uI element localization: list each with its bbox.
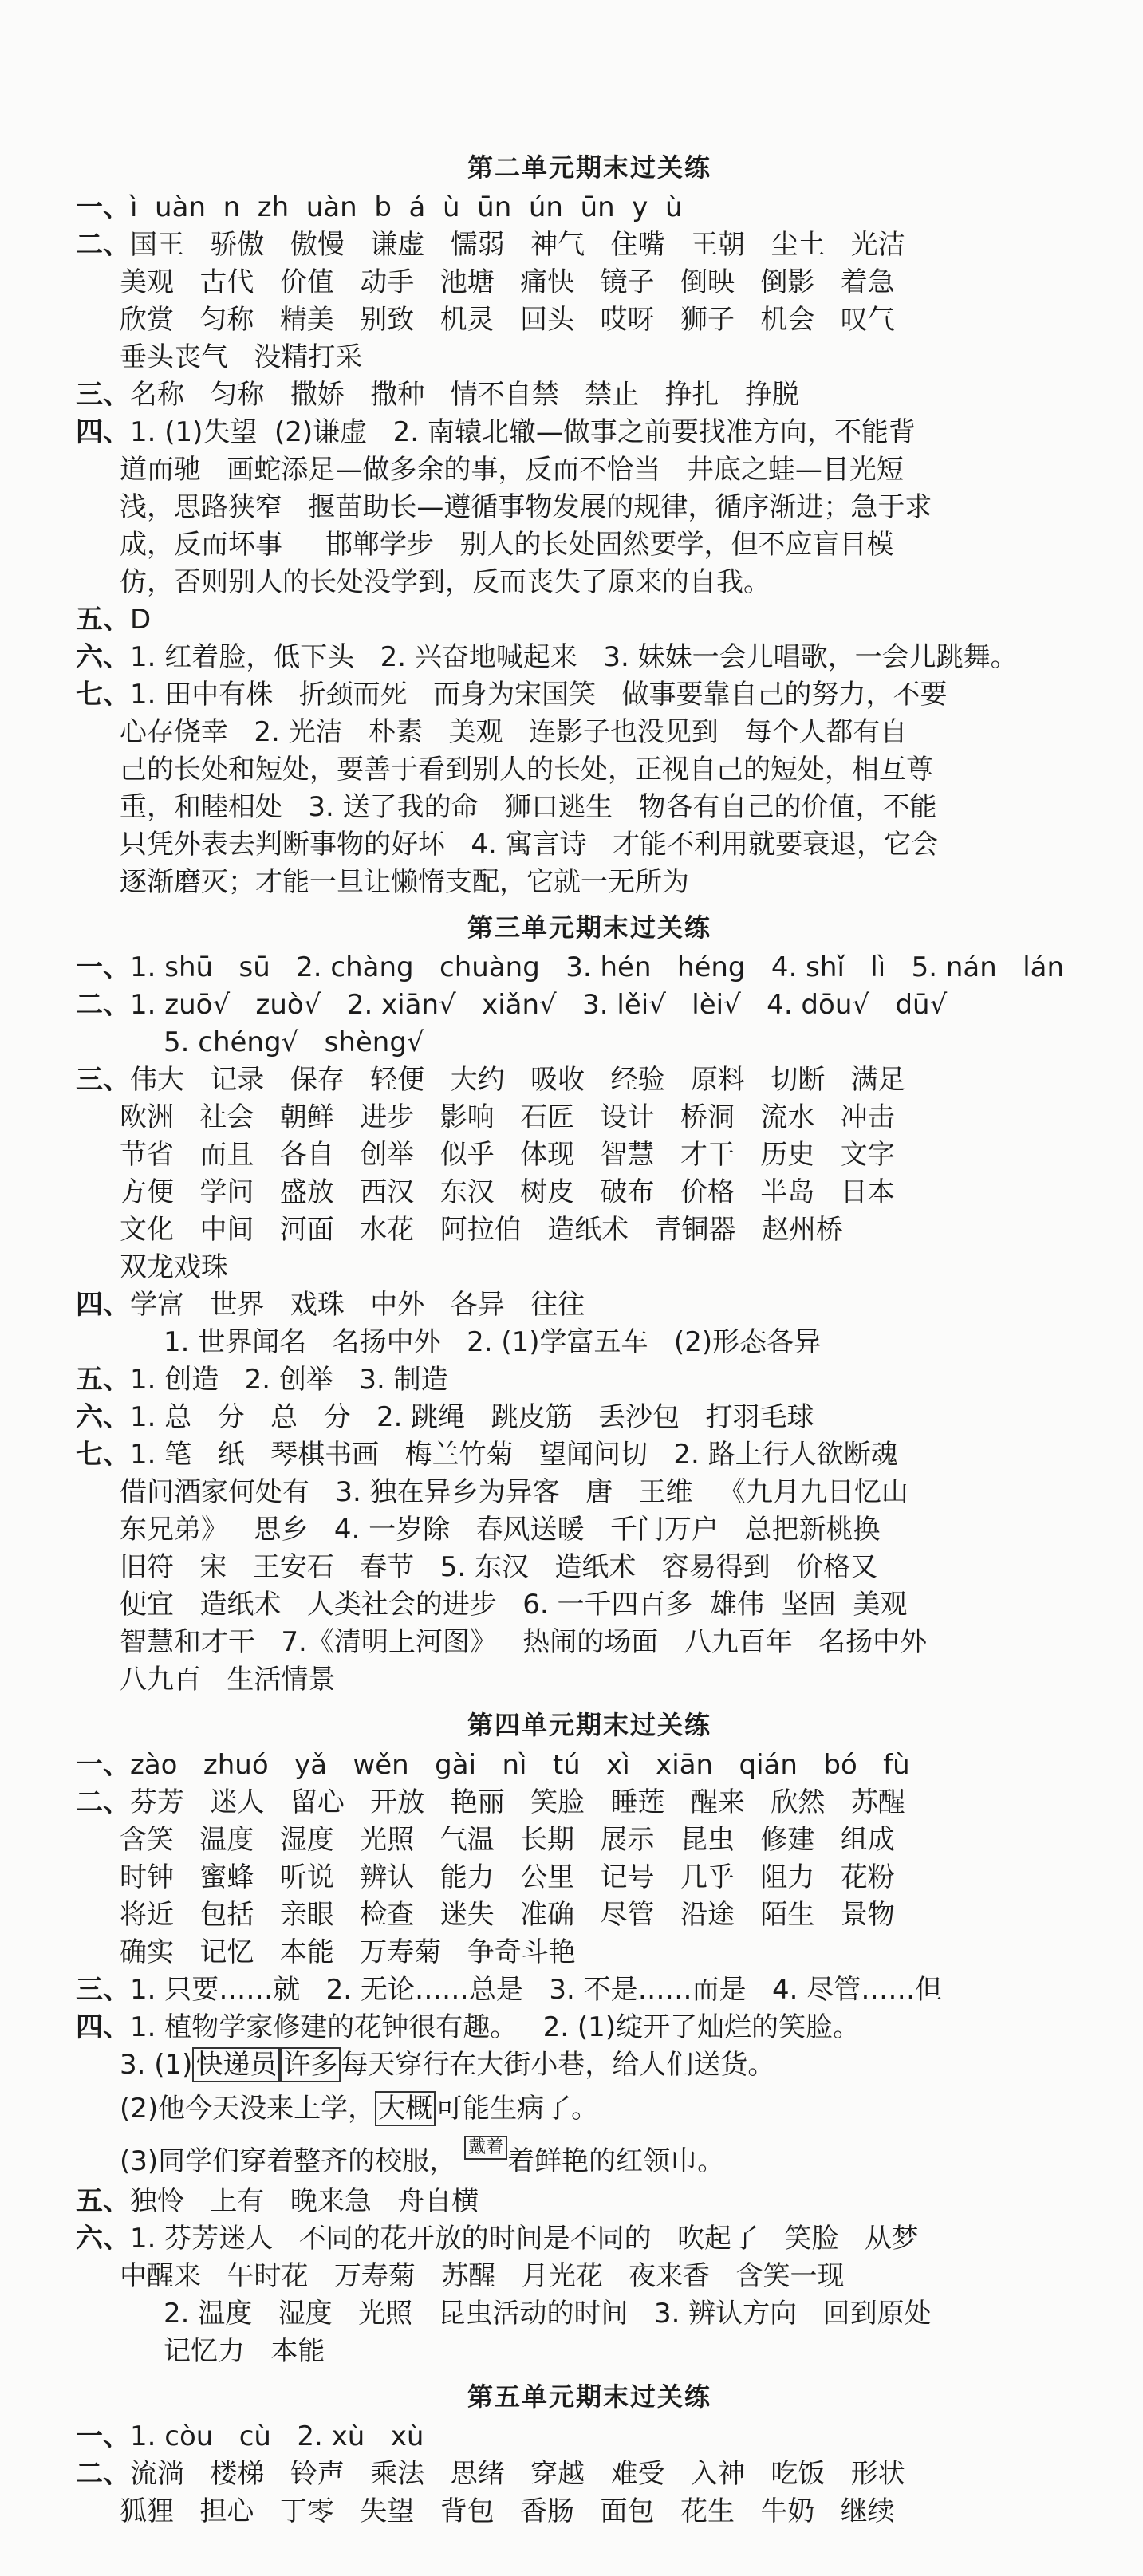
answer-text: 1. shū sū 2. chàng chuàng 3. hén héng 4. shǐ lì 5. nán lán <box>130 951 1065 983</box>
answer-text: 确实 记忆 本能 万寿菊 争奇斗艳 <box>120 1936 576 1968</box>
section-lines <box>76 2183 1103 2370</box>
answer-text: 重，和睦相处 3. 送了我的命 狮口逃生 物各有自己的价值，不能 <box>120 791 937 823</box>
edit-line-3 <box>76 2136 1103 2183</box>
answer-text: 节省 而且 各自 创举 似乎 体现 智慧 才干 历史 文字 <box>120 1139 895 1171</box>
answer-line <box>76 1024 1103 1062</box>
answer-text: 借问酒家何处有 3. 独在异乡为异客 唐 王维 《九月九日忆山 <box>120 1476 908 1508</box>
section-unit-4 <box>76 1705 1103 2370</box>
question-label: 五、 <box>76 2185 130 2217</box>
answer-line <box>76 1099 1103 1136</box>
answer-text: 道而驰 画蛇添足—做多余的事，反而不恰当 井底之蛙—目光短 <box>120 454 904 486</box>
answer-line <box>76 1859 1103 1897</box>
answer-text: 1. còu cù 2. xù xù <box>130 2420 424 2452</box>
answer-text: 八九百 生活情景 <box>120 1664 336 1696</box>
answer-text: 1. 世界闻名 名扬中外 2. (1)学富五车 (2)形态各异 <box>164 1326 822 1358</box>
answer-text: 中醒来 午时花 万寿菊 苏醒 月光花 夜来香 含笑一现 <box>120 2260 845 2292</box>
answer-line <box>76 1174 1103 1211</box>
answer-line <box>76 1586 1103 1624</box>
answer-line <box>76 226 1103 264</box>
answer-line <box>76 1211 1103 1249</box>
answer-line <box>76 987 1103 1024</box>
answer-text: 伟大 记录 保存 轻便 大约 吸收 经验 原料 切断 满足 <box>130 1064 905 1096</box>
answer-line <box>76 526 1103 564</box>
edit-suffix: 着鲜艳的红领巾。 <box>507 2145 725 2177</box>
answer-text: 将近 包括 亲眼 检查 迷失 准确 尽管 沿途 陌生 景物 <box>120 1899 895 1931</box>
answer-line <box>76 564 1103 601</box>
question-label: 三、 <box>76 1974 130 2006</box>
answer-text: 双龙戏珠 <box>120 1251 228 1283</box>
answer-line <box>76 789 1103 826</box>
answer-line <box>76 2493 1103 2531</box>
answer-line <box>76 1511 1103 1549</box>
edit-prefix: (2)他今天没来上学， <box>120 2093 376 2125</box>
question-label: 一、 <box>76 191 130 223</box>
answer-line <box>76 1661 1103 1699</box>
answer-text: 芬芳 迷人 留心 开放 艳丽 笑脸 睡莲 醒来 欣然 苏醒 <box>130 1786 905 1818</box>
answer-line <box>76 1897 1103 1934</box>
answer-text: 名称 匀称 撒娇 撒种 情不自禁 禁止 挣扎 挣脱 <box>130 379 799 411</box>
edit-prefix: (3)同学们穿着整齐的校服， <box>120 2145 457 2177</box>
answer-text: 国王 骄傲 傲慢 谦虚 懦弱 神气 住嘴 王朝 尘土 光洁 <box>130 229 905 261</box>
answer-text: 狐狸 担心 丁零 失望 背包 香肠 面包 花生 牛奶 继续 <box>120 2495 895 2527</box>
question-label: 六、 <box>76 641 130 673</box>
answer-line <box>76 2220 1103 2258</box>
answer-text: 逐渐磨灭；才能一旦让懒惰支配，它就一无所为 <box>120 866 689 898</box>
answer-line <box>76 1624 1103 1661</box>
answer-text: 心存侥幸 2. 光洁 朴素 美观 连影子也没见到 每个人都有自 <box>120 716 908 748</box>
answer-text: 欣赏 匀称 精美 别致 机灵 回头 哎呀 狮子 机会 叹气 <box>120 304 895 336</box>
section-title: 第三单元期末过关练 <box>467 912 711 943</box>
answer-text: 1. zuō√ zuò√ 2. xiān√ xiǎn√ 3. lěi√ lèi√ 4. dōu√ dū√ <box>130 989 948 1021</box>
answer-text: 只凭外表去判断事物的好坏 4. 寓言诗 才能不利用就要衰退，它会 <box>120 829 939 861</box>
question-label: 二、 <box>76 989 130 1021</box>
question-label: 五、 <box>76 604 130 636</box>
answer-text: zào zhuó yǎ wěn gài nì tú xì xiān qián bó fù <box>130 1749 910 1781</box>
answer-text: 时钟 蜜蜂 听说 辨认 能力 公里 记号 几乎 阻力 花粉 <box>120 1861 895 1893</box>
section-title: 第五单元期末过关练 <box>467 2381 711 2412</box>
answer-line <box>76 1249 1103 1286</box>
answer-line <box>76 1399 1103 1436</box>
section-unit-5 <box>76 2377 1103 2531</box>
answer-line <box>76 676 1103 714</box>
answer-text: 流淌 楼梯 铃声 乘法 思绪 穿越 难受 入神 吃饭 形状 <box>130 2458 905 2490</box>
answer-line <box>76 1062 1103 1099</box>
answer-text: 1. 芬芳迷人 不同的花开放的时间是不同的 吹起了 笑脸 从梦 <box>130 2223 919 2255</box>
answer-line <box>76 864 1103 901</box>
marked-word: 快递员 <box>192 2047 280 2082</box>
section-lines <box>76 949 1103 1699</box>
answer-text: 文化 中间 河面 水花 阿拉伯 造纸术 青铜器 赵州桥 <box>120 1214 843 1246</box>
answer-text: 便宜 造纸术 人类社会的进步 6. 一千四百多 雄伟 坚固 美观 <box>120 1589 908 1621</box>
answer-text: 5. chéng√ shèng√ <box>164 1026 424 1058</box>
answer-text: 欧洲 社会 朝鲜 进步 影响 石匠 设计 桥洞 流水 冲击 <box>120 1101 895 1133</box>
answer-line <box>76 339 1103 376</box>
answer-line <box>76 2009 1103 2046</box>
answer-text: 1. 植物学家修建的花钟很有趣。 2. (1)绽开了灿烂的笑脸。 <box>130 2011 861 2043</box>
answer-line <box>76 826 1103 864</box>
edit-exercise <box>76 2046 1103 2183</box>
answer-text: 1. 只要……就 2. 无论……总是 3. 不是……而是 4. 尽管……但 <box>130 1974 943 2006</box>
question-label: 四、 <box>76 1289 130 1321</box>
answer-line <box>76 601 1103 639</box>
answer-line <box>76 1784 1103 1822</box>
question-label: 七、 <box>76 1439 130 1471</box>
answer-text: 独怜 上有 晚来急 舟自横 <box>130 2185 479 2217</box>
answer-line <box>76 189 1103 226</box>
question-label: 三、 <box>76 1064 130 1096</box>
question-label: 四、 <box>76 416 130 448</box>
section-lines <box>76 1747 1103 2046</box>
answer-text: 1. 创造 2. 创举 3. 制造 <box>130 1364 448 1396</box>
answer-line <box>76 1822 1103 1859</box>
edit-suffix: 每天穿行在大街小巷，给人们送货。 <box>341 2049 775 2081</box>
question-label: 二、 <box>76 2458 130 2490</box>
answer-text: 方便 学问 盛放 西汉 东汉 树皮 破布 价格 半岛 日本 <box>120 1176 895 1208</box>
answer-line <box>76 949 1103 987</box>
edit-line-1 <box>76 2046 1103 2084</box>
marked-word: 许多 <box>280 2047 341 2082</box>
answer-line <box>76 1136 1103 1174</box>
edit-suffix: 可能生病了。 <box>436 2093 599 2125</box>
answer-line <box>76 2295 1103 2333</box>
answer-line <box>76 376 1103 414</box>
answer-text: 垂头丧气 没精打采 <box>120 341 363 373</box>
answer-text: 1. (1)失望 (2)谦虚 2. 南辕北辙—做事之前要找准方向，不能背 <box>130 416 916 448</box>
answer-line <box>76 1286 1103 1324</box>
section-unit-3 <box>76 908 1103 1699</box>
section-title: 第四单元期末过关练 <box>467 1710 711 1740</box>
answer-text: ì uàn n zh uàn b á ù ūn ún ūn y ù <box>130 191 683 223</box>
answer-line <box>76 2418 1103 2456</box>
answer-line <box>76 1549 1103 1586</box>
answer-line <box>76 1361 1103 1399</box>
question-label: 二、 <box>76 1786 130 1818</box>
answer-line <box>76 301 1103 339</box>
answer-line <box>76 2333 1103 2370</box>
answer-text: 含笑 温度 湿度 光照 气温 长期 展示 昆虫 修建 组成 <box>120 1824 895 1856</box>
answer-line <box>76 751 1103 789</box>
answer-text: 浅，思路狭窄 揠苗助长—遵循事物发展的规律，循序渐进；急于求 <box>120 491 932 523</box>
question-label: 六、 <box>76 2223 130 2255</box>
question-label: 三、 <box>76 379 130 411</box>
edit-line-2 <box>76 2090 1103 2128</box>
answer-line <box>76 1971 1103 2009</box>
answer-text: 成，反而坏事 邯郸学步 别人的长处固然要学，但不应盲目模 <box>120 529 894 561</box>
answer-text: 旧符 宋 王安石 春节 5. 东汉 造纸术 容易得到 价格又 <box>120 1551 878 1583</box>
answer-text: 东兄弟》 思乡 4. 一岁除 春风送暖 千门万户 总把新桃换 <box>120 1514 881 1546</box>
edit-prefix: 3. (1) <box>120 2049 193 2081</box>
answer-text: 2. 温度 湿度 光照 昆虫活动的时间 3. 辨认方向 回到原处 <box>164 2298 932 2330</box>
section-lines <box>76 2418 1103 2531</box>
question-label: 六、 <box>76 1401 130 1433</box>
answer-line <box>76 714 1103 751</box>
question-label: 二、 <box>76 229 130 261</box>
answer-text: 己的长处和短处，要善于看到别人的长处，正视自己的短处，相互尊 <box>120 754 933 786</box>
question-label: 四、 <box>76 2011 130 2043</box>
answer-line <box>76 1747 1103 1784</box>
section-title: 第二单元期末过关练 <box>467 152 711 183</box>
answer-text: 仿，否则别人的长处没学到，反而丧失了原来的自我。 <box>120 566 771 598</box>
question-label: 一、 <box>76 1749 130 1781</box>
answer-line <box>76 489 1103 526</box>
answer-text: 1. 笔 纸 琴棋书画 梅兰竹菊 望闻问切 2. 路上行人欲断魂 <box>130 1439 898 1471</box>
answer-line <box>76 1474 1103 1511</box>
answer-text: 美观 古代 价值 动手 池塘 痛快 镜子 倒映 倒影 着急 <box>120 266 895 298</box>
answer-line <box>76 2183 1103 2220</box>
answer-text: 1. 田中有株 折颈而死 而身为宋国笑 做事要靠自己的努力，不要 <box>130 679 948 711</box>
answer-line <box>76 264 1103 301</box>
answer-text: 1. 红着脸，低下头 2. 兴奋地喊起来 3. 妹妹一会儿唱歌，一会儿跳舞。 <box>130 641 1018 673</box>
answer-text: 记忆力 本能 <box>164 2335 325 2367</box>
answer-line <box>76 414 1103 451</box>
answer-line <box>76 2456 1103 2493</box>
marked-word: 大概 <box>375 2091 436 2126</box>
answer-line <box>76 1324 1103 1361</box>
question-label: 一、 <box>76 951 130 983</box>
question-label: 七、 <box>76 679 130 711</box>
answer-text: D <box>130 604 152 636</box>
answer-text: 1. 总 分 总 分 2. 跳绳 跳皮筋 丢沙包 打羽毛球 <box>130 1401 814 1433</box>
question-label: 五、 <box>76 1364 130 1396</box>
question-label: 一、 <box>76 2420 130 2452</box>
answer-line <box>76 451 1103 489</box>
answer-line <box>76 2258 1103 2295</box>
answer-text: 智慧和才干 7.《清明上河图》 热闹的场面 八九百年 名扬中外 <box>120 1626 928 1658</box>
section-unit-2 <box>76 148 1103 901</box>
answer-text: 学富 世界 戏珠 中外 各异 往往 <box>130 1289 585 1321</box>
answer-line <box>76 1934 1103 1971</box>
section-lines <box>76 189 1103 901</box>
answer-line <box>76 1436 1103 1474</box>
insert-mark: 戴着 <box>464 2136 507 2160</box>
answer-line <box>76 639 1103 676</box>
